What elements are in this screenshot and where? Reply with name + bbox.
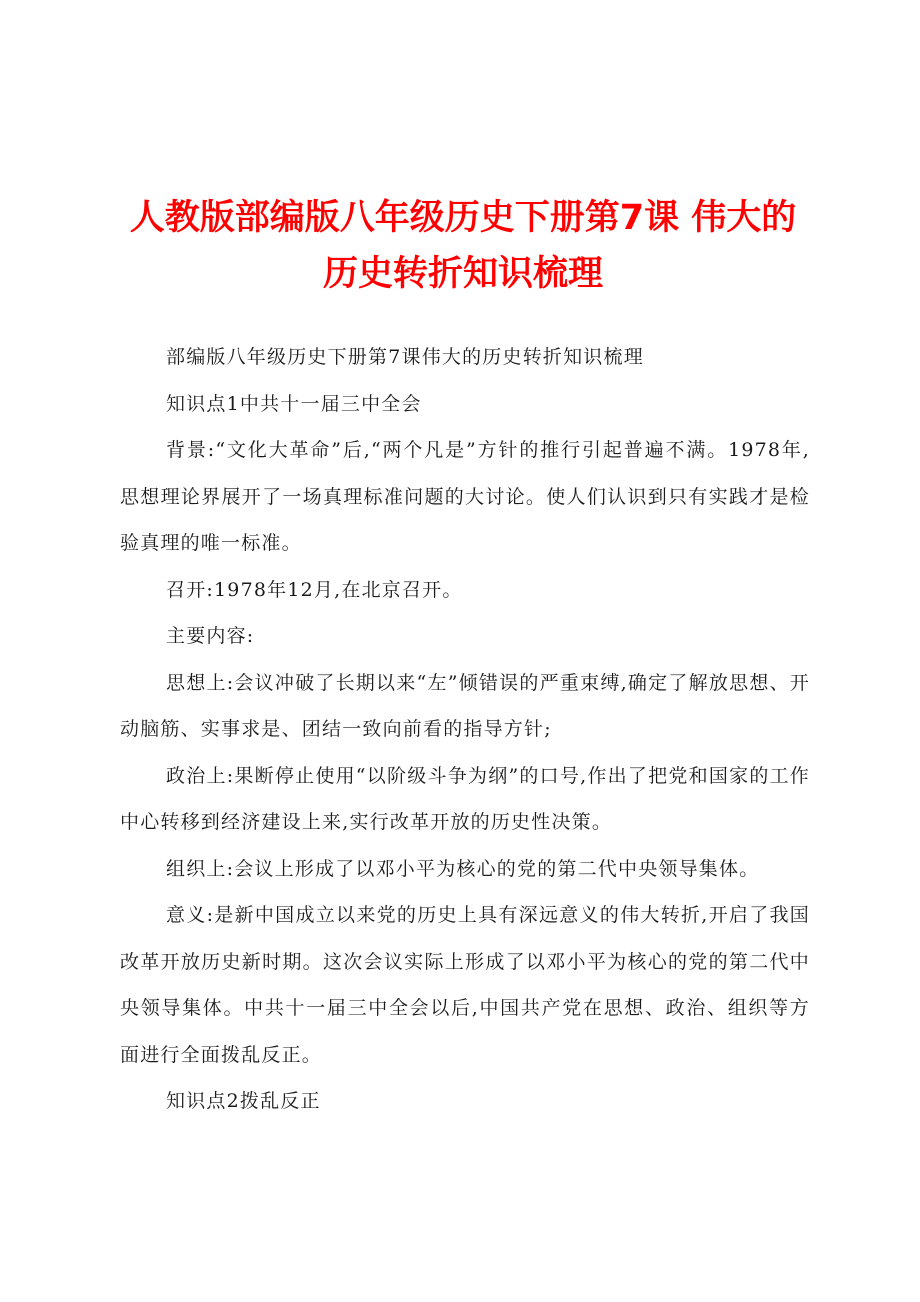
document-subtitle: 部编版八年级历史下册第7课伟大的历史转折知识梳理 <box>166 346 644 368</box>
paragraph-organization: 组织上:会议上形成了以邓小平为核心的党的第二代中央领导集体。 <box>166 857 760 880</box>
document-body <box>120 334 810 1125</box>
section-heading-knowledge-point-1: 知识点1中共十一届三中全会 <box>166 392 422 415</box>
paragraph-convened: 召开:1978年12月,在北京召开。 <box>166 578 463 601</box>
paragraph-background: 背景:“文化大革命”后,“两个凡是”方针的推行引起普遍不满。1978年,思想理论界展开了一场真理标准问题的大讨论。使人们认识到只有实践才是检验真理的唯一标准。 <box>120 439 810 554</box>
paragraph-politics: 政治上:果断停止使用“以阶级斗争为纲”的口号,作出了把党和国家的工作中心转移到经济建设上来,实行改革开放的历史性决策。 <box>120 764 810 833</box>
paragraph-significance: 意义:是新中国成立以来党的历史上具有深远意义的伟大转折,开启了我国改革开放历史新时期。这次会议实际上形成了以邓小平为核心的党的第二代中央领导集体。中共十一届三中全会以后,中国共产党在思想、政治、组织等方面进行全面拨乱反正。 <box>120 904 810 1066</box>
document-title: 人教版部编版八年级历史下册第7课 伟大的历史转折知识梳理 <box>129 198 797 294</box>
section-heading-knowledge-point-2: 知识点2拨乱反正 <box>166 1090 321 1112</box>
paragraph-ideology: 思想上:会议冲破了长期以来“左”倾错误的严重束缚,确定了解放思想、开动脑筋、实事求是、团结一致向前看的指导方针; <box>120 671 810 740</box>
paragraph-main-content-label: 主要内容: <box>166 625 255 647</box>
